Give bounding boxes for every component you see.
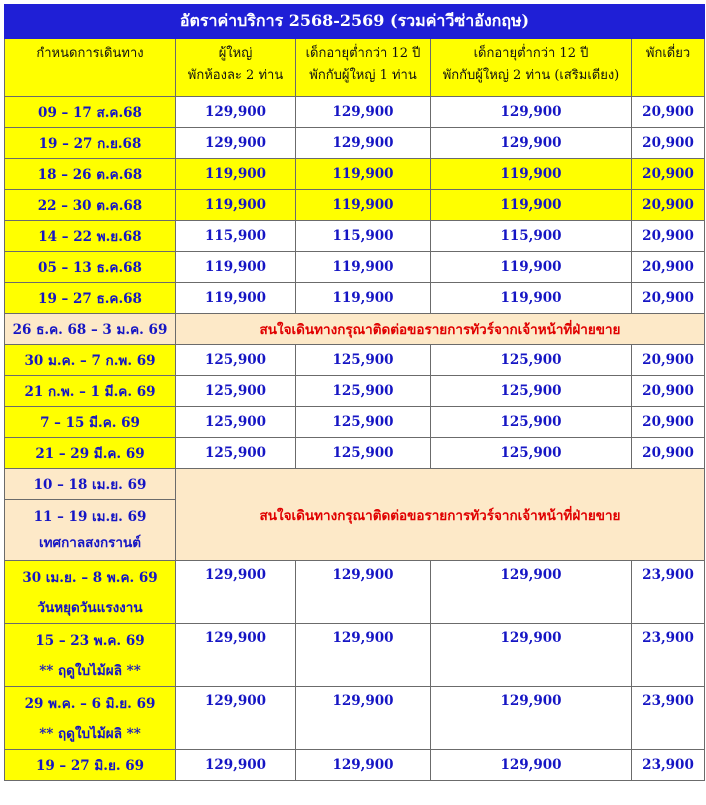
row-note: ** ฤดูใบไม้ผลิ ** — [39, 726, 141, 742]
row-date: 22 – 30 ต.ค.68 — [5, 190, 176, 221]
row-note: วันหยุดวันแรงงาน — [37, 600, 143, 616]
header-child-two-adults: เด็กอายุต่ำกว่า 12 ปี พักกับผู้ใหญ่ 2 ท่าน (เสริมเตียง) — [431, 39, 632, 97]
row-date: 19 – 27 ก.ย.68 — [5, 128, 176, 159]
table-row — [5, 376, 705, 407]
row-date: 19 – 27 มิ.ย. 69 — [5, 750, 176, 781]
price-child-two: 125,900 — [431, 438, 632, 469]
price-single: 20,900 — [632, 438, 705, 469]
price-child-one: 129,900 — [296, 561, 431, 624]
price-single: 23,900 — [632, 561, 705, 624]
table-row — [5, 469, 705, 500]
row-date: 29 พ.ค. – 6 มิ.ย. 69 — [24, 696, 156, 712]
price-child-one: 129,900 — [296, 97, 431, 128]
price-adult: 119,900 — [176, 252, 296, 283]
row-note: เทศกาลสงกรานต์ — [39, 535, 141, 551]
price-child-one: 129,900 — [296, 128, 431, 159]
price-child-one: 125,900 — [296, 345, 431, 376]
price-adult: 125,900 — [176, 376, 296, 407]
table-row — [5, 97, 705, 128]
table-row — [5, 128, 705, 159]
price-child-two: 119,900 — [431, 159, 632, 190]
price-adult: 129,900 — [176, 624, 296, 687]
price-child-one: 115,900 — [296, 221, 431, 252]
price-single: 20,900 — [632, 221, 705, 252]
price-single: 23,900 — [632, 624, 705, 687]
price-child-two: 129,900 — [431, 750, 632, 781]
price-child-one: 119,900 — [296, 159, 431, 190]
rate-table — [4, 4, 705, 781]
row-date: 14 – 22 พ.ย.68 — [5, 221, 176, 252]
row-date-with-note — [5, 500, 176, 561]
price-adult: 129,900 — [176, 687, 296, 750]
table-title: อัตราค่าบริการ 2568-2569 (รวมค่าวีซ่าอังกฤษ) — [5, 5, 705, 39]
price-child-two: 129,900 — [431, 624, 632, 687]
price-single: 20,900 — [632, 159, 705, 190]
row-date-with-note — [5, 687, 176, 750]
table-row — [5, 561, 705, 624]
price-adult: 125,900 — [176, 345, 296, 376]
price-adult: 119,900 — [176, 159, 296, 190]
price-child-one: 129,900 — [296, 687, 431, 750]
table-row — [5, 252, 705, 283]
table-row — [5, 438, 705, 469]
price-child-one: 125,900 — [296, 438, 431, 469]
price-single: 20,900 — [632, 252, 705, 283]
price-child-two: 119,900 — [431, 190, 632, 221]
price-child-two: 129,900 — [431, 97, 632, 128]
header-date: กำหนดการเดินทาง — [5, 39, 176, 97]
row-date: 21 ก.พ. – 1 มี.ค. 69 — [5, 376, 176, 407]
row-date: 15 – 23 พ.ค. 69 — [35, 633, 145, 649]
price-child-one: 119,900 — [296, 252, 431, 283]
row-date: 21 – 29 มี.ค. 69 — [5, 438, 176, 469]
price-child-two: 129,900 — [431, 561, 632, 624]
price-adult: 119,900 — [176, 283, 296, 314]
row-date: 30 เม.ย. – 8 พ.ค. 69 — [22, 570, 158, 586]
price-single: 20,900 — [632, 407, 705, 438]
row-date: 26 ธ.ค. 68 – 3 ม.ค. 69 — [5, 314, 176, 345]
row-date-with-note — [5, 624, 176, 687]
table-row — [5, 624, 705, 687]
price-single: 20,900 — [632, 376, 705, 407]
price-single: 23,900 — [632, 750, 705, 781]
price-adult: 125,900 — [176, 407, 296, 438]
price-adult: 129,900 — [176, 750, 296, 781]
price-child-two: 125,900 — [431, 407, 632, 438]
price-single: 20,900 — [632, 190, 705, 221]
table-row — [5, 283, 705, 314]
table-row — [5, 190, 705, 221]
price-single: 23,900 — [632, 687, 705, 750]
table-row — [5, 345, 705, 376]
price-child-one: 119,900 — [296, 283, 431, 314]
table-row — [5, 407, 705, 438]
table-row — [5, 221, 705, 252]
price-adult: 129,900 — [176, 128, 296, 159]
table-row — [5, 159, 705, 190]
row-date: 11 – 19 เม.ย. 69 — [33, 509, 147, 525]
price-single: 20,900 — [632, 128, 705, 159]
price-adult: 125,900 — [176, 438, 296, 469]
price-child-one: 129,900 — [296, 624, 431, 687]
price-child-two: 119,900 — [431, 283, 632, 314]
price-child-one: 125,900 — [296, 407, 431, 438]
price-single: 20,900 — [632, 283, 705, 314]
price-adult: 129,900 — [176, 97, 296, 128]
row-date: 18 – 26 ต.ค.68 — [5, 159, 176, 190]
price-child-two: 125,900 — [431, 376, 632, 407]
header-adult: ผู้ใหญ่ พักห้องละ 2 ท่าน — [176, 39, 296, 97]
row-note: ** ฤดูใบไม้ผลิ ** — [39, 663, 141, 679]
price-adult: 115,900 — [176, 221, 296, 252]
price-adult: 119,900 — [176, 190, 296, 221]
price-child-two: 119,900 — [431, 252, 632, 283]
row-date: 7 – 15 มี.ค. 69 — [5, 407, 176, 438]
price-single: 20,900 — [632, 97, 705, 128]
price-child-one: 129,900 — [296, 750, 431, 781]
row-date-with-note — [5, 561, 176, 624]
header-single: พักเดี่ยว — [632, 39, 705, 97]
header-child-one-adult: เด็กอายุต่ำกว่า 12 ปี พักกับผู้ใหญ่ 1 ท่าน — [296, 39, 431, 97]
price-child-two: 129,900 — [431, 687, 632, 750]
table-row — [5, 750, 705, 781]
row-date: 05 – 13 ธ.ค.68 — [5, 252, 176, 283]
row-date: 10 – 18 เม.ย. 69 — [5, 469, 176, 500]
price-single: 20,900 — [632, 345, 705, 376]
contact-notice: สนใจเดินทางกรุณาติดต่อขอรายการทัวร์จากเจ้าหน้าที่ฝ่ายขาย — [176, 314, 705, 345]
price-child-two: 125,900 — [431, 345, 632, 376]
price-child-one: 125,900 — [296, 376, 431, 407]
contact-notice: สนใจเดินทางกรุณาติดต่อขอรายการทัวร์จากเจ้าหน้าที่ฝ่ายขาย — [176, 469, 705, 561]
table-row — [5, 314, 705, 345]
row-date: 19 – 27 ธ.ค.68 — [5, 283, 176, 314]
price-child-two: 129,900 — [431, 128, 632, 159]
price-child-two: 115,900 — [431, 221, 632, 252]
row-date: 30 ม.ค. – 7 ก.พ. 69 — [5, 345, 176, 376]
price-child-one: 119,900 — [296, 190, 431, 221]
price-adult: 129,900 — [176, 561, 296, 624]
row-date: 09 – 17 ส.ค.68 — [5, 97, 176, 128]
table-row — [5, 687, 705, 750]
